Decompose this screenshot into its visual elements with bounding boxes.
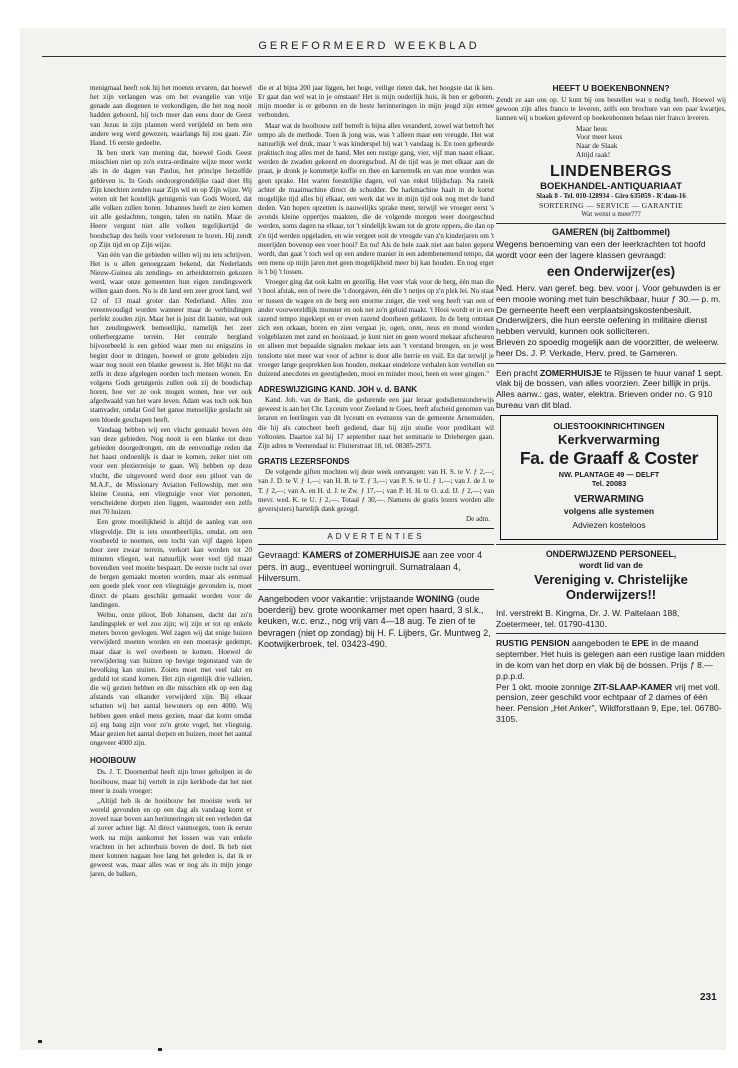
- column-2: [258, 84, 494, 989]
- ad-divider: [496, 223, 726, 224]
- ad-pension-mid: aangeboden te: [569, 638, 632, 649]
- boekenbonnen-text: Zendt ze aan ons op. U kunt bij ons bestellen wat u nodig heeft. Hoewel wij gewoon zijn alles franco te leveren, zelfs een brochure van een paar kwartjes, kunnen wij u boeken geleverd op boekenbonnen helaas niet franco leveren.: [496, 96, 726, 123]
- gameren-paragraph: Brieven zo spoedig mogelijk aan de voorzitter, de weleerw. heer Ds. J. P. Verkade, Herv. pred. te Gameren.: [496, 337, 720, 358]
- graaff-verwarming: VERWARMING: [574, 493, 644, 505]
- gameren-intro: Wegens benoeming van een der leerkrachten tot hoofd wordt voor een der lagere klassen gevraagd:: [496, 239, 706, 261]
- article-paragraph: Vroeger ging dat ook kalm en gezellig. Het voer vlak voor de berg, één man die 't hooi afstak, een of twee die 't doorgaven, één die 't netjes op z'n plek lei. Nu staat er tussen de wagen en de berg een enorme zuiger, die veel weg heeft van een of ander voorwereldlijk monster en ook net zo'n geluid maakt. 't Hooi wordt er in een razend tempo ingekiept en er even razend doorheen geblazen. In de berg ontstaat zich een orkaan, boren en zien vergaat je, ogen, oren, neus en mond worden volgeblazen met zand en hooizaad, je kunt niet en geen woord mekaar afscheuren en alleen met bepaalde signalen mekaar iets aan 't verstand brengen, en je weet tenslotte niet meer wat voor of achter is door alle herrie en vuil. En dat terwijl je vroeger lange gesprekken kon houden, mekaar eindeloze verhalen kon vertellen en duizend anecdotes en geestigheden, mooi en minder mooi, heen en weer gingen.": [258, 278, 494, 378]
- graaff-systemen: volgens alle systemen: [563, 505, 655, 516]
- article-paragraph: Ds. J. T. Doornenbal heeft zijn broer geholpen in de hooibouw, maar hij vertelt in zijn kerkbode dat het niet meer is zoals vroeger:: [90, 768, 252, 795]
- article-paragraph: Welnu, onze piloot, Bob Johansen, dacht dat zo'n landingsplek er wel zou zijn; wij zijn er tot op enkele meters boven gevlogen. Wel zagen wij dat enige huizen verwijderd moeten worden en een moerasje gedempt, maar daar is wel overheen te komen. Hoewel de verwijdering van huizen op hevige tegenstand van de bevolking kan stuiten. Zoiets moet met veel takt en geduld tot stand komen. Het zijn eigenlijk drie valleien, die wij gezien hebben en die misschien elk op een dag afstands van elkander verwijderd zijn. Bij elkaar schatten wij het aantal bewoners op een 4000. Wij hebben geen enkel mens gezien, maar dat komt omdat zij erg bang zijn voor zo'n grote vogel, het vliegtuig. Maar gezien het aantal dorpen en huizen, moet het aantal ongeveer 4000 zijn.: [90, 610, 252, 748]
- lindenbergs-address: Slaak 8 - Tel. 010-128934 - Giro 635059 - R'dam-16: [536, 192, 686, 200]
- ad-kamers-title: KAMERS of ZOMERHUISJE: [302, 550, 421, 561]
- page-number: 231: [700, 992, 717, 1003]
- ad-divider: [496, 363, 726, 364]
- ad-woning: [258, 594, 494, 651]
- graaff-advies: Adviezen kosteloos: [572, 519, 646, 530]
- ad-zitslaap-text: vrij met voll. pension, zeer geschikt voor echtpaar of 2 dames of één heer. Pension „Het Anker", Wildforstlaan 9, Epe, tel. 06780-3105.: [496, 681, 722, 724]
- boekenbonnen-heading: HEEFT U BOEKENBONNEN?: [552, 84, 670, 93]
- graaff-coster-ad: [500, 415, 718, 540]
- graaff-line2: Kerkverwarming: [558, 431, 660, 447]
- lindenbergs-subtitle: BOEKHANDEL-ANTIQUARIAAT: [540, 180, 682, 192]
- article-paragraph: Ik ben sterk van mening dat, hoewel Gods Geest misschien niet op zo'n extra-ordinaire wijze meer werkt als in de dagen van Paulus, het principe hetzelfde gebleven is. In Gods ondoorgrondelijke raad doet Hij Zijn knechten zenden naar Zijn wil en op Zijn wijze. Wij weten uit het kostelijk getuigenis van Gods Woord, dat alle volken zullen horen. Johannes heeft ze zien komen uit alle geslachten, tongen, talen en natiën. Maar de Heere vergunt niet alle volken tegelijkertijd de boodschap des heils voor verlorenen te horen. Hij zendt op Zijn tijd en op Zijn wijze.: [90, 149, 252, 249]
- boekenbonnen-verse: [576, 125, 726, 160]
- vereniging-name: Vereniging v. Christelijke Onderwijzers!!: [534, 571, 688, 603]
- lindenbergs-question: Wat wenst u meer???: [581, 210, 641, 219]
- graaff-tel: Tel. 20083: [591, 478, 627, 488]
- column-1: [90, 84, 252, 994]
- vereniging-info: Inl. verstrekt B. Kingma, Dr. J. W. Paltelaan 188, Zoetermeer, tel. 01790-4130.: [496, 607, 680, 629]
- hooibouw-heading: HOOIBOUW: [90, 756, 136, 766]
- lindenbergs-tagline: SORTERING — SERVICE — GARANTIE: [539, 200, 683, 210]
- lindenbergs-logo: LINDENBERGS: [550, 162, 672, 180]
- vereniging-line2: wordt lid van de: [579, 559, 643, 570]
- ad-zomerhuisje-title: ZOMERHUISJE: [539, 367, 603, 378]
- adreswijziging-heading: ADRESWIJZIGING KAND. JOH v. d. BANK: [258, 385, 417, 394]
- verse-line: Naar de Slaak: [576, 141, 618, 151]
- vereniging-line1: ONDERWIJZEND PERSONEEL,: [545, 548, 677, 559]
- ad-pension-title: RUSTIG PENSION: [496, 638, 570, 649]
- article-paragraph: die er al bijna 200 jaar liggen, het hoge, veilige rieten dak, het hoogste dat ik ken. Er gaat dan wel wat in je omstaan! Het is mijn ouderlijk huis, ik ben er geboren, mijn moeder is er geboren en de beste herinneringen in mijn jeugd zijn ermee verbonden.: [258, 84, 494, 120]
- article-paragraph: Maar wat de hooibouw zelf betreft is bijna alles veranderd, zowel wat betreft het tempo als de methode. Toen ik jong was, was 't alleen maar een vreugde. Het wat natuurlijk wel druk, maar 't was kinderspel bij wat 't vandaag is. En toen gebeurde praktisch nog alles met de hand. Met een rustige gang, vier, vijf man naast elkaar, werden de zwaden gekeerd en dooregschud. Al de tijd was je met elkaar aan de praat, je dronk je kommetje koffie en thee en karnemelk en van moe worden was geen sprake. Het waren feestelijke dagen, vol van enkel blijdschap. Na rateik achter de maaimachine direct de schudder. De harkmachine haalt in de kortst mogelijke tijd alles bij elkaar, een werk dat we in mijn tijd ook nog met de hand deden. Van hopen opzetten is nauwelijks sprake meer, terwijl we vroeger eerst 's avonds kleine oppertjes maakten, die de volgende morgen weer doorgeschud werden, soms dagen na elkaar, tot 't eindelijk kwam tot de grote oppers, die dan op z'n tijd werden opgeladen, en wie vergeet ooit de vreugde van z'n kinderjaren om 't meerijden bovenop een voer hooi? En nu! Als de hele zaak niet aan balen geperst wordt, dan gaat 't toch wel op een andere manier in een adembenemend tempo, dat een mens op mijn jaren met geen mogelijkheid meer bij kan houden. En nog erger is 't bij 't lossen.: [258, 121, 494, 277]
- adreswijziging-text: Kand. Joh. van de Bank, die gedurende een jaar leraar godsdienstonderwijs geweest is aan het Chr. Lyceum voor Zeeland te Goes, heeft afscheid genomen van leraren en leerlingen van dit lyceum en evenzens van de gemeente Arnemuiden, die hij als catecheet heeft gediend, daar hij zijn studie voor predikant wil voltooien. Daartoe zal hij 17 september naar het seminarie te Driebergen gaan. Zijn adres te Veenendaal is: Fluiterstraat 18, tel. 08385-2973.: [258, 396, 494, 450]
- ad-zitslaap-pre: Per 1 okt. mooie zonnige: [496, 681, 594, 692]
- ad-kamers: [258, 550, 494, 584]
- ad-kamers-text: aan zee voor 4 pers. in aug., eventueel woningruil. Sumatralaan 4, Hilversum.: [258, 550, 483, 584]
- ad-zitslaapkamer: [496, 682, 726, 725]
- ad-zomerhuisje-pre: Een pracht: [496, 367, 540, 378]
- advertenties-banner: ADVERTENTIES: [258, 528, 494, 545]
- ad-divider: [496, 544, 726, 545]
- ad-divider: [496, 633, 726, 634]
- ad-woning-pre: Aangeboden voor vakantie: vrijstaande: [258, 593, 417, 604]
- gratis-lezersfonds-text: De volgende giften mochten wij deze week ontvangen: van H. S. te V. ƒ 2,—; van J. D. te V. ƒ 1,—; van H. B. te T. ƒ 3,—; van P. S. te U. ƒ 1,—; van J. de J. te T. ƒ 2,—; van A. en H. d. J. te Zw. ƒ 17,—; van P. H. H. te O. a.d. IJ. ƒ 2,—; van mevr. wed. K. te U. ƒ 2,—. Totaal ƒ 30,—. Namens de gratis lezers worden alle gevers(sters) hartelijk dank gezegd.: [258, 468, 494, 513]
- gameren-heading: GAMEREN (bij Zaltbommel): [551, 227, 670, 238]
- graaff-address: NW. PLANTAGE 49 — DELFT: [558, 469, 660, 479]
- ad-divider: [258, 589, 494, 590]
- graaff-name: Fa. de Graaff & Coster: [519, 447, 699, 468]
- verse-line: Altijd raak!: [576, 150, 611, 160]
- article-paragraph: menigmaal heeft ook hij het moeten ervaren, dat hoewel het zijn verlangen was om het evangelie van vrije genade aan diegenen te verkondigen, die het nog nooit hadden gehoord, hij toch meer dan eens door de Geest van Jezus in zijn plannen werd verijdeld en hem een andere weg werd gewezen, waarlangs hij zou gaan. Zie Hand. 16 eerste gedeelte.: [90, 84, 252, 147]
- gratis-lezersfonds-heading: GRATIS LEZERSFONDS: [258, 457, 350, 467]
- print-mark: [158, 1048, 162, 1051]
- print-mark: [38, 1040, 42, 1043]
- ad-woning-title: WONING: [416, 593, 455, 604]
- masthead: GEREFORMEERD WEEKBLAD: [258, 40, 480, 52]
- ad-pension-text: in de maand september. Het huis is gelegen aan een rustige laan midden in de kom van het dorp en vlak bij de bossen. Prijs ƒ 8.— p.p.p.d.: [496, 638, 725, 681]
- verse-line: Maar heus: [576, 123, 607, 133]
- header-rule: [42, 56, 726, 57]
- ad-pension-place: EPE: [631, 638, 649, 649]
- ad-zomerhuisje-text: te Rijssen te huur vanaf 1 sept. vlak bij de bossen, van alles voorzien. Zeer billijk in prijs. Alles aanw.: gas, water, elektra. Brieven onder no. G 910 bureau van dit blad.: [496, 367, 723, 411]
- ad-pension: [496, 638, 726, 681]
- article-paragraph: Een grote moeilijkheid is altijd de aanleg van een vliegveldje. Dit is iets onontbeerlijks, omdat, om een voorbeeld te noemen, een tocht van vijf dagen lopen door zeer zwaar terrein, verkort kan worden tot 20 minuten vliegen, wat natuurlijk weer veel tijd maar bovendien veel moeite bespaart. De eerste tocht tal over de bergen gemaakt moeten worden, maar als eenmaal een goede plek voor een vliegtuigje gevonden is, moet direct de plaats geschikt gemaakt worden voor de landingen.: [90, 518, 252, 609]
- ad-kamers-pre: Gevraagd:: [258, 550, 303, 561]
- gratis-signoff: De adm.: [465, 515, 490, 524]
- ad-woning-text: (oude boerderij) bev. grote woonkamer met open haard, 3 sl.k., keuken, w.c. enz., nog vrij van 4—18 aug. Te zien of te bevragen (niet op zondag) bij H. F. Lijbers, Gr. Muntweg 2, Kootwijkerbroek, tel. 03423-490.: [258, 593, 491, 650]
- gameren-title: een Onderwijzer(es): [546, 264, 676, 280]
- verse-line: Voor meer keus: [576, 132, 623, 142]
- article-paragraph: Van één van die gebieden willen wij nu iets schrijven. Het is u allen genoegzaam bekend, dat Nederlands Nieuw-Guinea als zendings- en arbeidsterrein gekozen werd, waar onze gemeenten hun eigen zendingswerk willen gaan doen. Nu is dit land een zeer groot land, wel 12 of 13 maal groter dan Nederland. Alles zou vereenvoudigd worden wanneer maar de verbindingen perfekt zouden zijn. Maar het is juist dit laatste, wat ook het zendingswerk bemoeilijkt, namelijk het zeer onherbergzame terrein. Het centrale bergland bijvoorbeeld is een gebied waar men nu enigszins in begint door te dringen, hoewel er grote gebieden zijn waar nog nooit een blanke geweest is. Het blijkt nu dat zelfs in deze afgelegen oorden toch mensen wonen. En volgens Gods getuigenis zullen ook zij de boodschap horen, hoe ver ze ook mogen wonen, hoe ver ook afgedwaald van het ware leven. Adam was toch ook hun stamvader, omdat God het ganse menselijke geslacht uit een bloede geschapen heeft.: [90, 250, 252, 424]
- article-paragraph: „Altijd heb ik de hooibouw het mooiste werk ter wereld gevonden en op een dag als vandaag komt er zoveel naar boven aan herinneringen uit een verleden dat al zover achter ligt. Al direct vanmorgen, toen ik eerste werk na mijn aankomst het lossen was van enkele vrachten in het achterhuis boven de deel. Ik heb niet meer kunnen nagaan hoe lang het geleden is, dat ik er geweest was, maar alles was er nog als in mijn jonge jaren, de balken,: [90, 796, 252, 879]
- graaff-line1: OLIESTOOKINRICHTINGEN: [553, 420, 665, 431]
- column-3: [496, 84, 726, 986]
- gameren-paragraph: Ned. Herv. van geref. beg. bev. voor j. Voor gehuwden is er een mooie woning met tuin beschikbaar, huur ƒ 30.— p. m. De gemeente heeft een verplaatsingskostenbesluit.: [496, 283, 721, 315]
- ad-zitslaap-title: ZIT-SLAAP-KAMER: [593, 681, 673, 692]
- article-paragraph: Vandaag hebben wij een vlucht gemaakt boven één van deze gebieden. Nog nooit is een blanke tot deze gebieden doorgedrongen, om de eenvoudige reden dat het haast ondoenlijk is daar te komen, zeker niet om voor een plezierreisje te gaan. Wij hebben op deze vlucht, die uitgevoerd werd door een piloot van de M.A.F., de Missionary Aviation Fellowship, met een kleine Cessna, een vliegtuigje voor vier personen, verscheidene dorpen zien liggen, waaronder een zelfs met 70 huizen.: [90, 425, 252, 517]
- ad-zomerhuisje: [496, 368, 726, 411]
- gameren-paragraph: Onderwijzers, die hun eerste oefening in militaire dienst hebben vervuld, kunnen ook solliciteren.: [496, 315, 708, 337]
